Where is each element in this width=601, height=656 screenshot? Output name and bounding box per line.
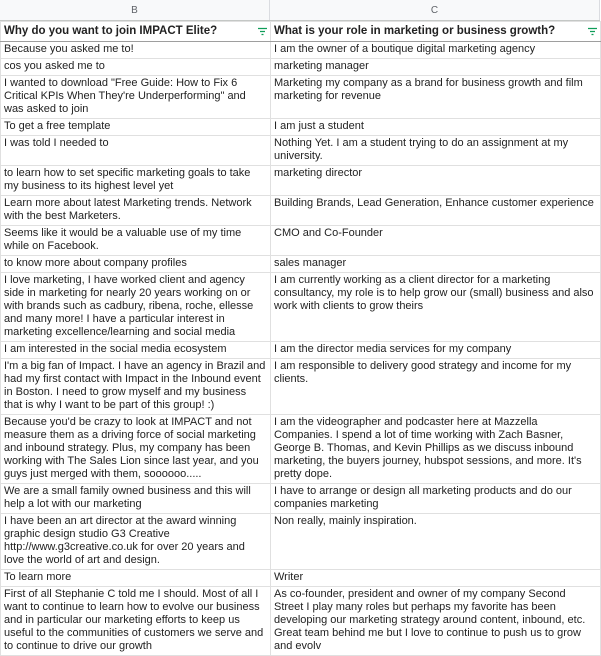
filter-icon[interactable] [588, 28, 597, 35]
cell-b[interactable]: Seems like it would be a valuable use of my time while on Facebook. [1, 226, 271, 256]
header-text-b: Why do you want to join IMPACT Elite? [4, 24, 218, 37]
column-header-b[interactable]: B [0, 0, 270, 20]
cell-c[interactable]: I am the videographer and podcaster here at Mazzella Companies. I spend a lot of time working with Zach Basner, George B. Thomas, and Kevin Phillips as we discuss inbound marketing, the buyers journey, hubspot sessions, and more. It's pretty dope. [271, 415, 601, 484]
cell-b[interactable]: To get a free template [1, 119, 271, 136]
cell-c[interactable]: As co-founder, president and owner of my company Second Street I play many roles but perhaps my favorite has been developing our marketing strategy around content, inbound, etc. Great team behind me but I love to continue to push us to grow and evolv [271, 587, 601, 656]
cell-b[interactable]: I was told I needed to [1, 136, 271, 166]
table-row [1, 226, 601, 256]
table-row [1, 166, 601, 196]
cell-c[interactable]: I am the owner of a boutique digital marketing agency [271, 42, 601, 59]
table-row [1, 273, 601, 342]
table-row [1, 342, 601, 359]
cell-b[interactable]: to learn how to set specific marketing goals to take my business to its highest level yet [1, 166, 271, 196]
table-row [1, 484, 601, 514]
table-row [1, 415, 601, 484]
cell-c[interactable]: Marketing my company as a brand for business growth and film marketing for revenue [271, 76, 601, 119]
cell-b[interactable]: Because you'd be crazy to look at IMPACT and not measure them as a driving force of social marketing and inbound strategy. Plus, my company has been working with The Sales Lion since last year, and you guys just merged with them, soooooo..... [1, 415, 271, 484]
cell-b[interactable]: Learn more about latest Marketing trends. Network with the best Marketers. [1, 196, 271, 226]
table-row [1, 59, 601, 76]
table-row [1, 76, 601, 119]
table-row [1, 587, 601, 656]
cell-c[interactable]: CMO and Co-Founder [271, 226, 601, 256]
cell-b[interactable]: I wanted to download "Free Guide: How to Fix 6 Critical KPIs When They're Underperforming" and was asked to join [1, 76, 271, 119]
header-cell-c[interactable] [271, 22, 601, 42]
cell-b[interactable]: cos you asked me to [1, 59, 271, 76]
cell-c[interactable]: marketing director [271, 166, 601, 196]
cell-c[interactable]: Non really, mainly inspiration. [271, 514, 601, 570]
header-row [1, 22, 601, 42]
responses-table [0, 21, 601, 656]
cell-b[interactable]: To learn more [1, 570, 271, 587]
table-row [1, 136, 601, 166]
cell-b[interactable]: We are a small family owned business and this will help a lot with our marketing [1, 484, 271, 514]
cell-b[interactable]: Because you asked me to! [1, 42, 271, 59]
cell-c[interactable]: I have to arrange or design all marketing products and do our companies marketing [271, 484, 601, 514]
cell-b[interactable]: to know more about company profiles [1, 256, 271, 273]
table-row [1, 256, 601, 273]
column-header-c[interactable]: C [270, 0, 600, 20]
cell-c[interactable]: I am the director media services for my company [271, 342, 601, 359]
cell-b[interactable]: I love marketing, I have worked client and agency side in marketing for nearly 20 years working on or with brands such as cadbury, ribena, roche, ellesse and many more! I have a particular interest in marketing excellence/learning and social media [1, 273, 271, 342]
cell-c[interactable]: Nothing Yet. I am a student trying to do an assignment at my university. [271, 136, 601, 166]
table-row [1, 196, 601, 226]
cell-c[interactable]: I am responsible to delivery good strategy and income for my clients. [271, 359, 601, 415]
cell-b[interactable]: First of all Stephanie C told me I should. Most of all I want to continue to learn how to evolve our business and in particular our marketing efforts to keep us useful to the communities of customers we serve and to continue to drive our growth [1, 587, 271, 656]
table-row [1, 570, 601, 587]
table-row [1, 42, 601, 59]
filter-icon[interactable] [258, 28, 267, 35]
cell-c[interactable]: sales manager [271, 256, 601, 273]
cell-c[interactable]: I am currently working as a client director for a marketing consultancy, my role is to help grow our (small) business and also work with clients to grow theirs [271, 273, 601, 342]
header-text-c: What is your role in marketing or business growth? [274, 24, 556, 37]
cell-c[interactable]: marketing manager [271, 59, 601, 76]
cell-b[interactable]: I have been an art director at the award winning graphic design studio G3 Creative http://www.g3creative.co.uk for over 20 years and love the world of art and design. [1, 514, 271, 570]
cell-b[interactable]: I am interested in the social media ecosystem [1, 342, 271, 359]
table-row [1, 359, 601, 415]
table-row [1, 514, 601, 570]
cell-c[interactable]: Building Brands, Lead Generation, Enhance customer experience [271, 196, 601, 226]
table-row [1, 119, 601, 136]
cell-c[interactable]: Writer [271, 570, 601, 587]
cell-c[interactable]: I am just a student [271, 119, 601, 136]
header-cell-b[interactable] [1, 22, 271, 42]
column-header-bar [0, 0, 600, 21]
cell-b[interactable]: I'm a big fan of Impact. I have an agency in Brazil and had my first contact with Impact in the Inbound event in Boston. I need to grow myself and my business that is why I want to be part of this group! :) [1, 359, 271, 415]
